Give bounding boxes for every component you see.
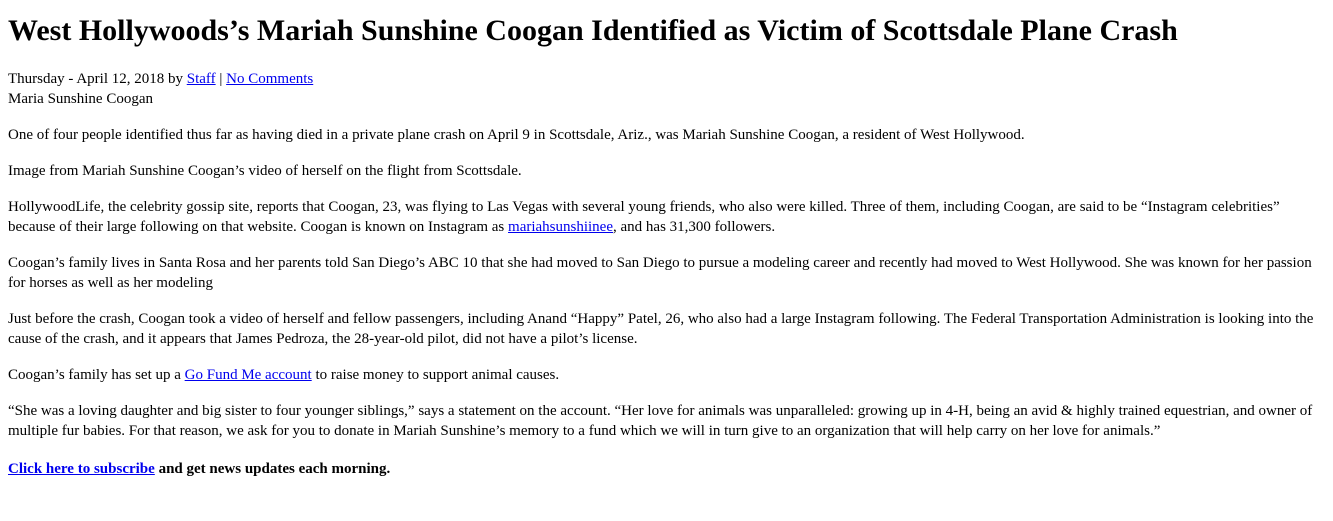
- comments-link[interactable]: No Comments: [226, 71, 314, 87]
- subscribe-link[interactable]: Click here to subscribe: [8, 461, 155, 477]
- paragraph-3: [8, 197, 1325, 237]
- post-date: Thursday - April 12, 2018: [8, 71, 165, 87]
- paragraph-3-text: HollywoodLife, the celebrity gossip site, reports that Coogan, 23, was flying to Las Vegas with several young friends, who also were killed. Three of them, including Coogan, are said to be “Instagram celebrities” because of their large following on that website. Coogan is known on Instagram as: [8, 199, 1280, 235]
- paragraph-4: Coogan’s family lives in Santa Rosa and her parents told San Diego’s ABC 10 that she had moved to San Diego to pursue a modeling career and recently had moved to West Hollywood. She was known for her passion for horses as well as her modeling: [8, 255, 1312, 291]
- author-link[interactable]: Staff: [186, 71, 216, 87]
- meta-separator: |: [215, 71, 227, 87]
- gofundme-link[interactable]: Go Fund Me account: [184, 367, 312, 383]
- paragraph-6-text: Coogan’s family has set up a: [8, 367, 185, 383]
- paragraph-5: Just before the crash, Coogan took a video of herself and fellow passengers, including Anand “Happy” Patel, 26, who also had a large Instagram following. The Federal Transportation Administration is looking into the cause of the crash, and it appears that James Pedroza, the 28-year-old pilot, did not have a pilot’s license.: [8, 311, 1314, 347]
- byline-by: by: [164, 71, 187, 87]
- subscribe-text: and get news updates each morning.: [154, 461, 391, 477]
- paragraph-6-text-end: to raise money to support animal causes.: [311, 367, 560, 383]
- paragraph-6: [8, 365, 1325, 385]
- article-meta: [8, 69, 1325, 89]
- photo-caption: Maria Sunshine Coogan: [8, 91, 153, 107]
- subscribe-line: [8, 459, 1325, 479]
- paragraph-2: Image from Mariah Sunshine Coogan’s video of herself on the flight from Scottsdale.: [8, 163, 522, 179]
- instagram-link[interactable]: mariahsunshiinee: [508, 219, 614, 235]
- paragraph-1: One of four people identified thus far as having died in a private plane crash on April 9 in Scottsdale, Ariz., was Mariah Sunshine Coogan, a resident of West Hollywood.: [8, 127, 1025, 143]
- paragraph-7: “She was a loving daughter and big sister to four younger siblings,” says a statement on the account. “Her love for animals was unparalleled: growing up in 4-H, being an avid & highly trained equestrian, and owner of multiple fur babies. For that reason, we ask for you to donate in Mariah Sunshine’s memory to a fund which we will in turn give to an organization that will help carry on her love for animals.”: [8, 403, 1313, 439]
- paragraph-3-text-end: , and has 31,300 followers.: [613, 219, 776, 235]
- article-title: West Hollywoods’s Mariah Sunshine Coogan Identified as Victim of Scottsdale Plane Crash: [8, 14, 1178, 47]
